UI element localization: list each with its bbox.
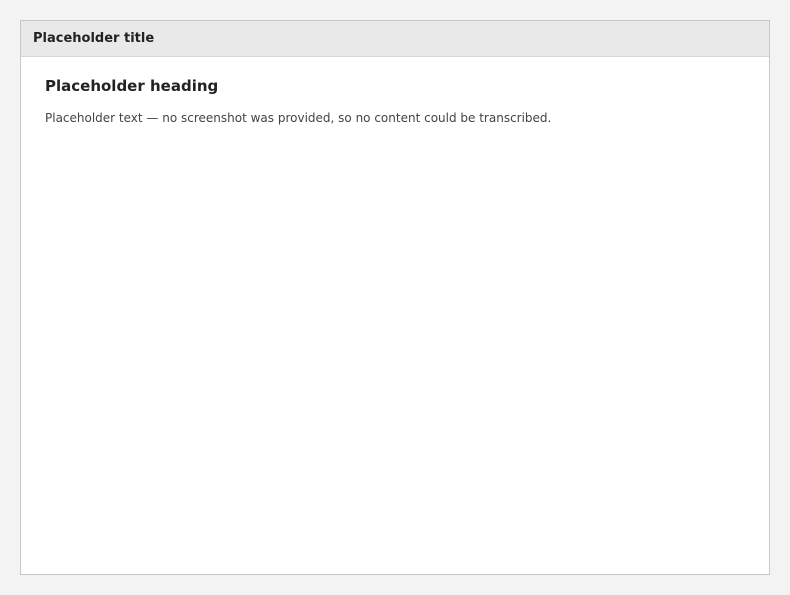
app-window <box>20 20 770 575</box>
main-content <box>21 57 769 147</box>
window-title: Placeholder title <box>33 31 155 46</box>
body-text: Placeholder text — no screenshot was provided, so no content could be transcribed. <box>45 111 552 125</box>
title-bar <box>21 21 769 57</box>
page-heading: Placeholder heading <box>45 77 219 95</box>
